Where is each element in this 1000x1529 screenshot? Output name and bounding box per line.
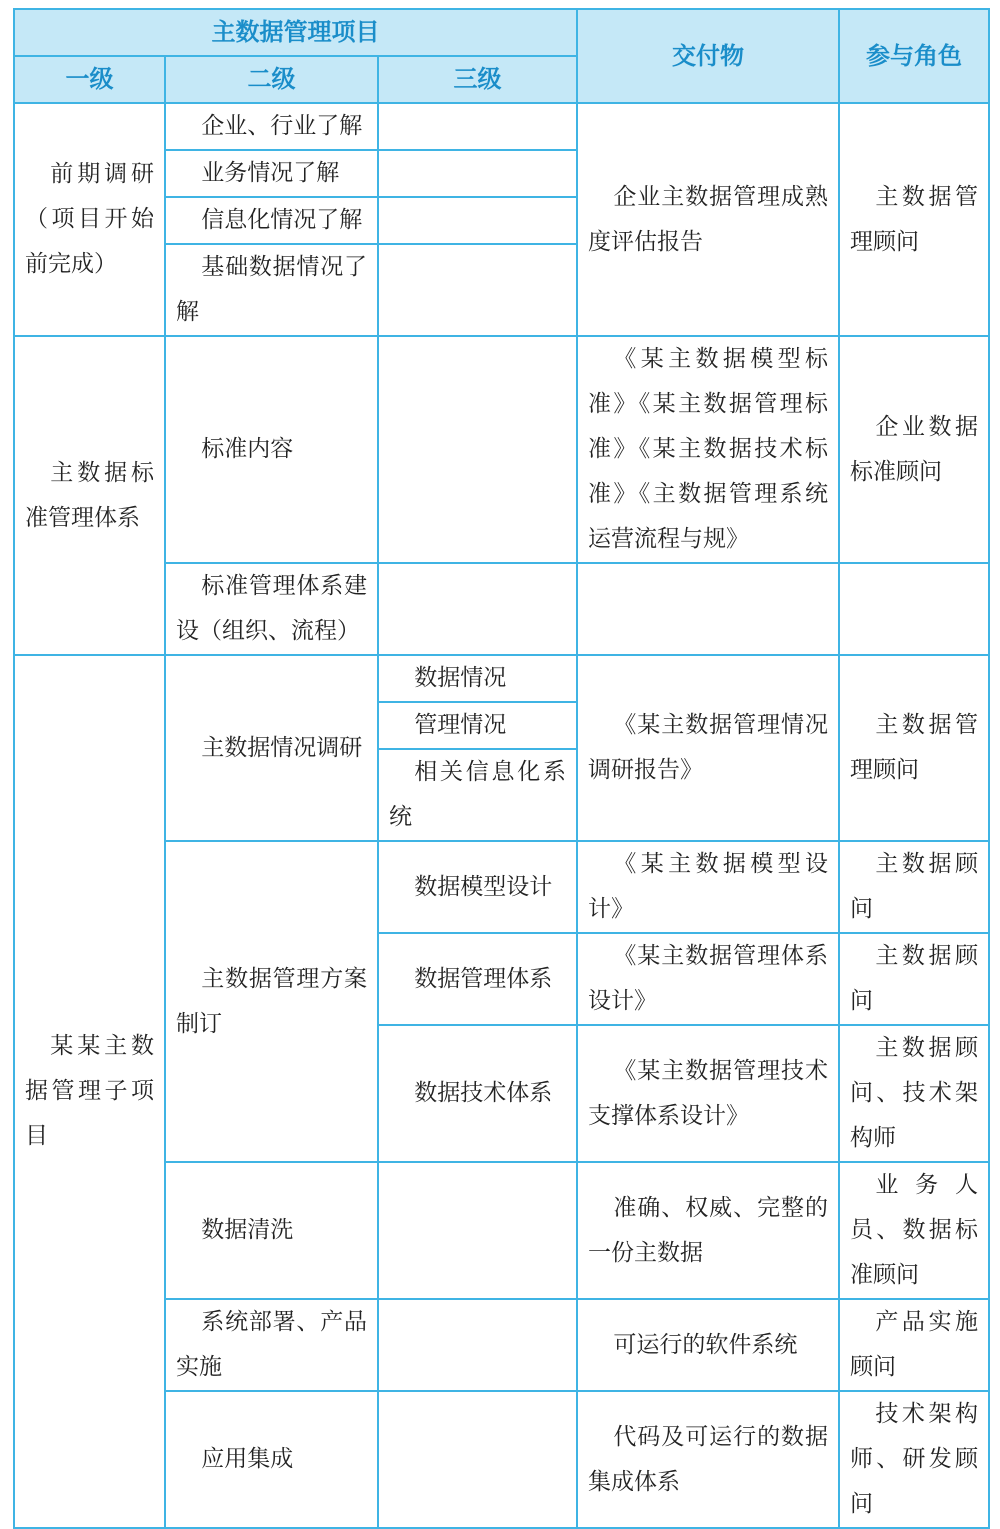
- table-row: [14, 655, 989, 702]
- deploy-deliverable: 可运行的软件系统: [577, 1299, 839, 1391]
- plan-deliverable-3: 《某主数据管理技术支撑体系设计》: [577, 1025, 839, 1162]
- section1-level1: 前期调研（项目开始前完成）: [14, 103, 165, 336]
- section1-deliverable: 企业主数据管理成熟度评估报告: [577, 103, 839, 336]
- header-level2: 二级: [165, 56, 378, 103]
- plan-level3-1: 数据模型设计: [378, 841, 577, 933]
- plan-role-1: 主数据顾问: [839, 841, 989, 933]
- plan-deliverable-2: 《某主数据管理体系设计》: [577, 933, 839, 1025]
- section1-item-1: 企业、行业了解: [165, 103, 378, 150]
- cleaning-deliverable: 准确、权威、完整的一份主数据: [577, 1162, 839, 1299]
- header-level3: 三级: [378, 56, 577, 103]
- plan-role-2: 主数据顾问: [839, 933, 989, 1025]
- table-wrapper: [13, 8, 988, 1529]
- survey-level3-3: 相关信息化系统: [378, 749, 577, 841]
- empty-cell: [378, 244, 577, 336]
- section2-level1: 主数据标准管理体系: [14, 336, 165, 655]
- table-row: [14, 103, 989, 150]
- section1-item-4: 基础数据情况了解: [165, 244, 378, 336]
- deliverable-line: 《某主数据模型标准》: [588, 346, 829, 417]
- section2-row1-role: 企业数据标准顾问: [839, 336, 989, 563]
- deploy-level2: 系统部署、产品实施: [165, 1299, 378, 1391]
- deploy-role: 产品实施顾问: [839, 1299, 989, 1391]
- header-role: 参与角色: [839, 9, 989, 103]
- survey-level2: 主数据情况调研: [165, 655, 378, 841]
- deliverable-line: 《某主数据管理标准》: [588, 391, 829, 462]
- section1-role: 主数据管理顾问: [839, 103, 989, 336]
- section2-row2-level2: 标准管理体系建设（组织、流程）: [165, 563, 378, 655]
- table-row: [14, 336, 989, 563]
- survey-deliverable: 《某主数据管理情况调研报告》: [577, 655, 839, 841]
- empty-cell: [839, 563, 989, 655]
- empty-cell: [378, 1162, 577, 1299]
- empty-cell: [577, 563, 839, 655]
- header-level1: 一级: [14, 56, 165, 103]
- empty-cell: [378, 336, 577, 563]
- master-data-project-table: [13, 8, 990, 1529]
- section1-item-3: 信息化情况了解: [165, 197, 378, 244]
- empty-cell: [378, 563, 577, 655]
- section2-row1-deliverable: [577, 336, 839, 563]
- plan-deliverable-1: 《某主数据模型设计》: [577, 841, 839, 933]
- cleaning-level2: 数据清洗: [165, 1162, 378, 1299]
- deliverable-line: 《主数据管理系统运营流程与规》: [588, 481, 829, 552]
- section3-level1: 某某主数据管理子项目: [14, 655, 165, 1528]
- empty-cell: [378, 1299, 577, 1391]
- plan-level3-3: 数据技术体系: [378, 1025, 577, 1162]
- empty-cell: [378, 1391, 577, 1528]
- deliverable-line: 《某主数据技术标准》: [588, 436, 829, 507]
- plan-level3-2: 数据管理体系: [378, 933, 577, 1025]
- survey-role: 主数据管理顾问: [839, 655, 989, 841]
- integration-level2: 应用集成: [165, 1391, 378, 1528]
- header-deliverable: 交付物: [577, 9, 839, 103]
- integration-deliverable: 代码及可运行的数据集成体系: [577, 1391, 839, 1528]
- plan-role-3: 主数据顾问、技术架构师: [839, 1025, 989, 1162]
- header-group-title: 主数据管理项目: [14, 9, 577, 56]
- section2-row1-level2: 标准内容: [165, 336, 378, 563]
- empty-cell: [378, 150, 577, 197]
- empty-cell: [378, 197, 577, 244]
- survey-level3-1: 数据情况: [378, 655, 577, 702]
- cleaning-role: 业务人员、数据标准顾问: [839, 1162, 989, 1299]
- integration-role: 技术架构师、研发顾问: [839, 1391, 989, 1528]
- header-row-1: [14, 9, 989, 56]
- survey-level3-2: 管理情况: [378, 702, 577, 749]
- plan-level2: 主数据管理方案制订: [165, 841, 378, 1162]
- section1-item-2: 业务情况了解: [165, 150, 378, 197]
- empty-cell: [378, 103, 577, 150]
